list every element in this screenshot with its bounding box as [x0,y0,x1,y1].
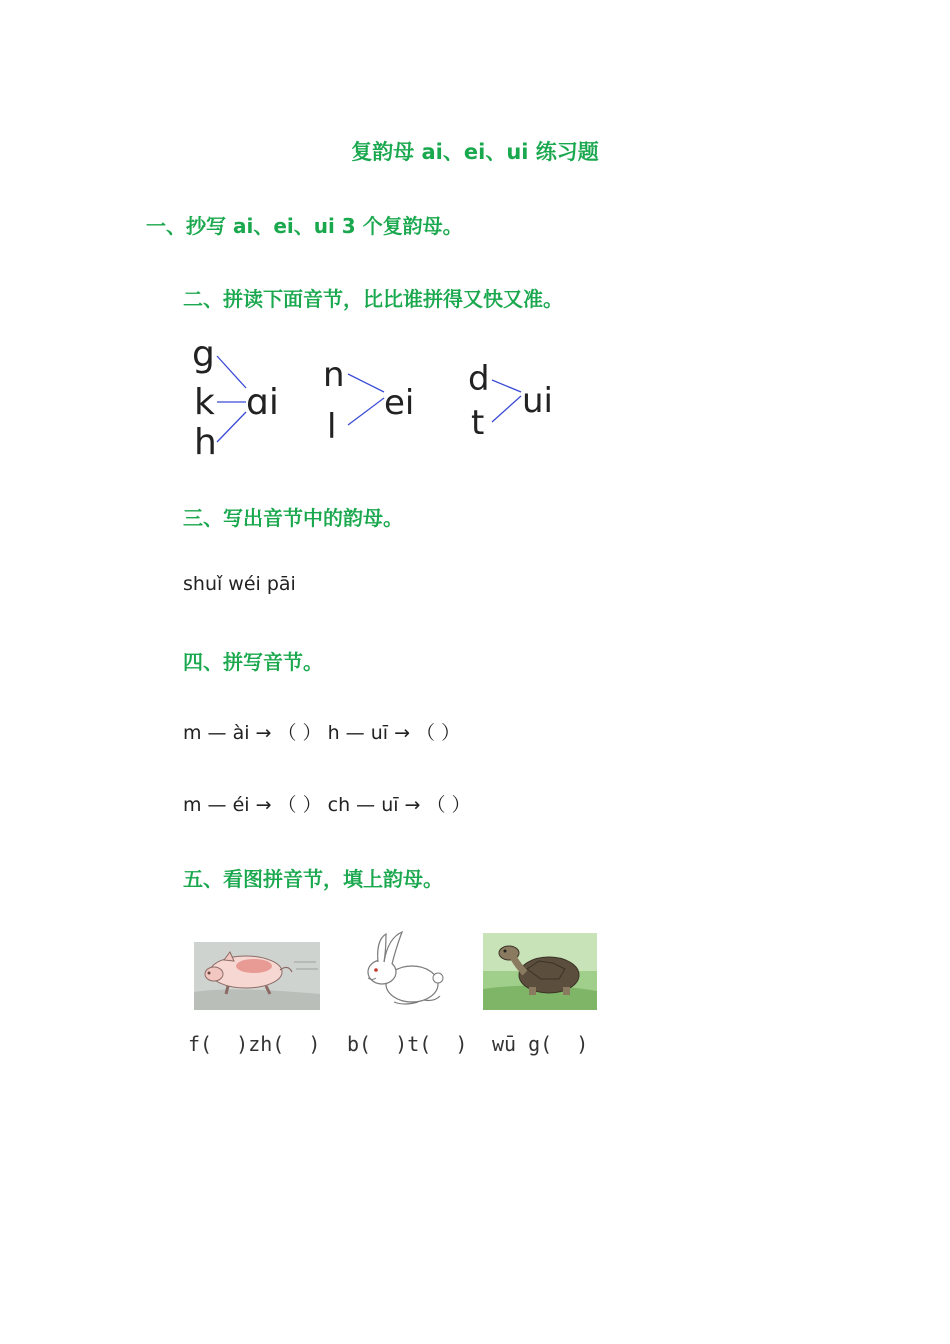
pinyin-diagram [180,330,580,470]
pig-picture [194,942,320,1010]
connector-line [348,398,384,425]
section-3-heading: 三、写出音节中的韵母。 [183,506,403,530]
initial-g: g [192,334,215,375]
initial-h: h [194,422,217,463]
page-title: 复韵母 ai、ei、ui 练习题 [351,140,599,164]
connector-line [348,374,384,392]
section-5-heading: 五、看图拼音节，填上韵母。 [183,867,443,891]
section-4-line-2: m — éi → （ ） ch — uī → （ ） [183,794,471,816]
section-4-line-1: m — ài → （ ） h — uī → （ ） [183,722,461,744]
rabbit-picture [354,928,450,1012]
turtle-picture [483,933,597,1010]
initial-d: d [468,359,490,399]
initial-n: n [323,355,345,395]
turtle-fill-blank: wū g( ) [492,1032,589,1056]
section-3-syllables: shuǐ wéi pāi [183,573,296,595]
initial-t: t [471,403,485,443]
final-ai: ɑi [246,382,279,423]
rabbit-fill-blank: b( )t( ) [347,1032,468,1056]
connector-line [217,356,246,388]
final-ui: ui [522,381,553,421]
section-1-heading: 一、抄写 ai、ei、ui 3 个复韵母。 [146,214,463,238]
connector-line [217,412,246,442]
final-ei: ei [384,383,415,423]
section-4-heading: 四、拼写音节。 [183,650,323,674]
initial-l: l [327,407,337,447]
connector-line [492,380,521,392]
section-2-heading: 二、拼读下面音节，比比谁拼得又快又准。 [183,287,563,311]
pig-fill-blank: f( )zh( ) [188,1032,321,1056]
connector-line [492,396,521,422]
initial-k: k [194,382,215,423]
